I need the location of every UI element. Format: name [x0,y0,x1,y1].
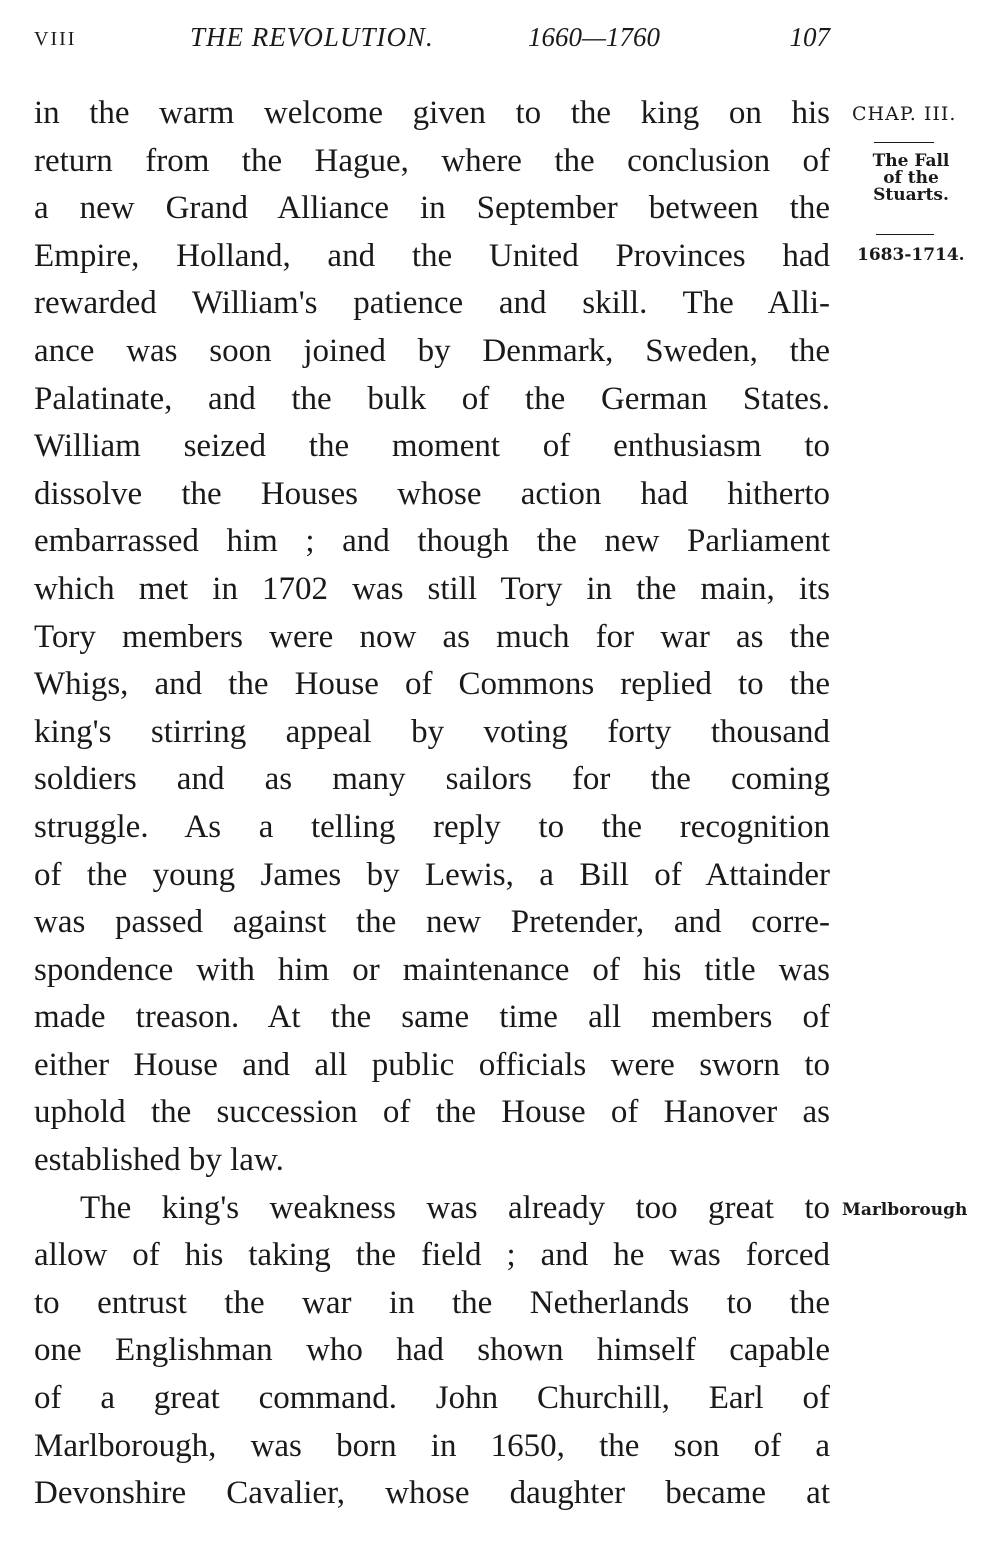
text-line: king's stirring appeal by voting forty thousand [34,713,830,750]
text-line: Marlborough, was born in 1650, the son of a [34,1427,830,1464]
margin-section-line: Stuarts. [873,185,949,205]
text-line: was passed against the new Pretender, and corre- [34,904,830,941]
text-line: spondence with him or maintenance of his title was [34,951,830,988]
text-line: uphold the succession of the House of Hanover as [34,1094,830,1131]
text-line: Devonshire Cavalier, whose daughter became at [34,1475,830,1512]
margin-chapter-label: CHAP. III. [852,103,957,125]
text-line: rewarded William's patience and skill. The Alli- [34,285,830,322]
text-line: The king's weakness was already too great to [80,1189,830,1226]
text-line: Palatinate, and the bulk of the German States. [34,380,830,417]
text-line: William seized the moment of enthusiasm to [34,428,830,465]
text-line: established by law. [34,1142,284,1179]
margin-rule [874,142,934,143]
text-line: allow of his taking the field ; and he was forced [34,1237,830,1274]
running-dates: 1660—1760 [528,22,661,52]
text-line: in the warm welcome given to the king on his [34,95,830,131]
text-line: Whigs, and the House of Commons replied to the [34,666,830,703]
text-line: one Englishman who had shown himself capable [34,1332,830,1369]
text-line: embarrassed him ; and though the new Parliament [34,523,830,560]
margin-years: 1683-1714. [857,245,965,265]
text-line: of a great command. John Churchill, Earl of [34,1380,830,1417]
running-header [34,22,830,62]
text-line: to entrust the war in the Netherlands to the [34,1284,830,1321]
margin-section-line: of the [883,168,939,188]
text-line: either House and all public officials were sworn to [34,1046,830,1083]
text-line: soldiers and as many sailors for the coming [34,761,830,798]
text-line: Empire, Holland, and the United Provinces had [34,237,830,274]
margin-topic-note: Marlborough [842,1200,968,1220]
text-line: return from the Hague, where the conclusion of [34,142,830,179]
margin-section-line: The Fall [872,151,950,171]
margin-section-title [858,153,964,204]
text-line: struggle. As a telling reply to the recognition [34,808,830,845]
text-line: a new Grand Alliance in September between the [34,190,830,227]
text-line: dissolve the Houses whose action had hitherto [34,475,830,512]
signature-mark: VIII [34,28,77,50]
text-line: which met in 1702 was still Tory in the main, its [34,570,830,607]
page-number: 107 [789,22,830,52]
body-text [34,90,830,1518]
text-line: made treason. At the same time all members of [34,999,830,1036]
running-title: THE REVOLUTION. [190,22,434,52]
text-line: ance was soon joined by Denmark, Sweden, the [34,332,830,369]
text-line: of the young James by Lewis, a Bill of Attainder [34,856,830,893]
margin-rule [876,234,934,235]
text-line: Tory members were now as much for war as the [34,618,830,655]
